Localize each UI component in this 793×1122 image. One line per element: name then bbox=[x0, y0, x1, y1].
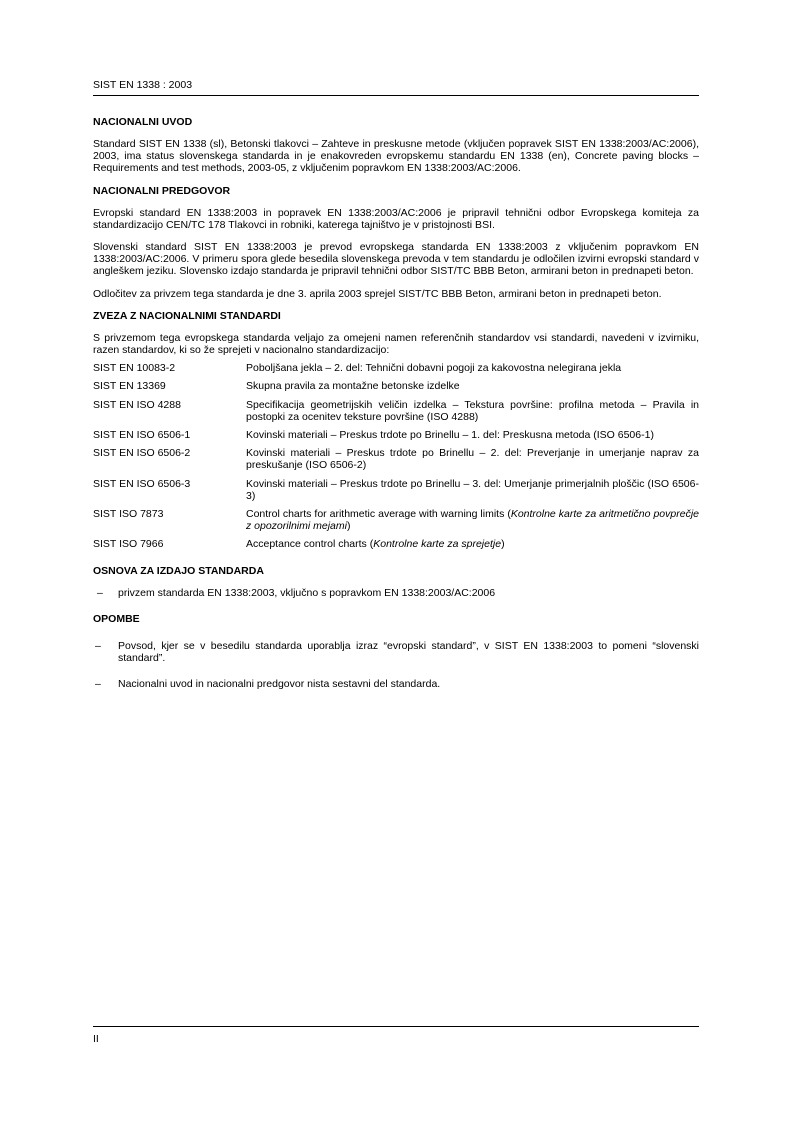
paragraph-predgovor-2: Slovenski standard SIST EN 1338:2003 je prevod evropskega standarda EN 1338:2003 z vključenim popravkom EN 1338:2003/AC:2006. V primeru spora glede besedila slovenskega prevoda v tem standardu je odločilen izvirni evropski standard v angleškem jeziku. Slovensko izdajo standarda je pripravil tehnični odbor SIST/TC BBB Beton, armirani beton in prednapeti beton. bbox=[93, 241, 699, 278]
standard-code: SIST EN ISO 6506-2 bbox=[93, 447, 191, 460]
standard-code: SIST ISO 7966 bbox=[93, 538, 164, 551]
standard-code: SIST EN 13369 bbox=[93, 380, 166, 393]
standard-title: Acceptance control charts (Kontrolne karte za sprejetje) bbox=[246, 538, 505, 551]
footer-divider bbox=[93, 1026, 699, 1027]
standard-code: SIST EN ISO 6506-1 bbox=[93, 429, 191, 442]
standard-code: SIST EN 10083-2 bbox=[93, 362, 176, 375]
table-row bbox=[93, 362, 699, 380]
heading-osnova: OSNOVA ZA IZDAJO STANDARDA bbox=[93, 564, 264, 577]
heading-zveza: ZVEZA Z NACIONALNIMI STANDARDI bbox=[93, 309, 281, 322]
table-row bbox=[93, 478, 699, 508]
paragraph-predgovor-1: Evropski standard EN 1338:2003 in popravek EN 1338:2003/AC:2006 je pripravil tehnični odbor Evropskega komiteja za standardizacijo CEN/TC 178 Tlakovci in robniki, katerega tajništvo je v pristojnosti BSI. bbox=[93, 206, 699, 231]
list-item-text: Povsod, kjer se v besedilu standarda uporablja izraz “evropski standard”, v SIST EN 1338:2003 to pomeni “slovenski standard”. bbox=[118, 639, 699, 665]
table-row bbox=[93, 399, 699, 429]
header-divider bbox=[93, 95, 699, 96]
table-row bbox=[93, 508, 699, 538]
standard-title: Poboljšana jekla – 2. del: Tehnični dobavni pogoji za kakovostna nelegirana jekla bbox=[246, 362, 622, 375]
paragraph-predgovor-3: Odločitev za privzem tega standarda je dne 3. aprila 2003 sprejel SIST/TC BBB Beton, armirani beton in prednapeti beton. bbox=[93, 287, 662, 300]
standard-title: Kovinski materiali – Preskus trdote po Brinellu – 2. del: Preverjanje in umerjanje naprav za preskušanje (ISO 6506-2) bbox=[246, 447, 699, 472]
table-row bbox=[93, 447, 699, 477]
dash-bullet: – bbox=[95, 639, 101, 652]
table-row bbox=[93, 538, 699, 556]
dash-bullet: – bbox=[97, 586, 103, 599]
standard-title: Specifikacija geometrijskih veličin izdelka – Tekstura površine: profilna metoda – Pravila in postopki za ocenitev teksture površine (ISO 4288) bbox=[246, 398, 699, 423]
standard-title: Control charts for arithmetic average with warning limits (Kontrolne karte za aritmetično povprečje z opozorilnimi mejami) bbox=[246, 508, 699, 533]
table-row bbox=[93, 429, 699, 447]
page-number: II bbox=[93, 1033, 99, 1045]
list-item bbox=[93, 587, 699, 599]
list-item bbox=[93, 678, 699, 690]
reference-standards-table bbox=[93, 362, 699, 556]
heading-opombe: OPOMBE bbox=[93, 612, 140, 625]
standard-code: SIST EN ISO 6506-3 bbox=[93, 477, 191, 490]
paragraph-zveza-intro: S privzemom tega evropskega standarda veljajo za omejeni namen referenčnih standardov vsi standardi, navedeni v izvirniku, razen standardov, ki so že sprejeti v nacionalno standardizacijo: bbox=[93, 331, 699, 357]
standard-code: SIST EN ISO 4288 bbox=[93, 398, 181, 411]
standard-title: Kovinski materiali – Preskus trdote po Brinellu – 1. del: Preskusna metoda (ISO 6506-1) bbox=[246, 429, 654, 442]
dash-bullet: – bbox=[95, 678, 101, 691]
heading-nacionalni-uvod: NACIONALNI UVOD bbox=[93, 116, 193, 128]
standard-code: SIST ISO 7873 bbox=[93, 508, 164, 521]
list-item bbox=[93, 640, 699, 664]
standard-title: Skupna pravila za montažne betonske izdelke bbox=[246, 380, 460, 393]
table-row bbox=[93, 380, 699, 398]
list-item-text: privzem standarda EN 1338:2003, vključno s popravkom EN 1338:2003/AC:2006 bbox=[118, 586, 496, 599]
heading-nacionalni-predgovor: NACIONALNI PREDGOVOR bbox=[93, 184, 231, 197]
list-item-text: Nacionalni uvod in nacionalni predgovor nista sestavni del standarda. bbox=[118, 678, 441, 691]
paragraph-uvod: Standard SIST EN 1338 (sl), Betonski tlakovci – Zahteve in preskusne metode (vključen popravek SIST EN 1338:2003/AC:2006), 2003, ima status slovenskega standarda in je enakovreden evropskemu standardu EN 1338 (en), Concrete paving blocks – Requirements and test methods, 2003-05, z vključenim popravkom EN 1338:2003/AC:2006. bbox=[93, 138, 699, 175]
document-header-id: SIST EN 1338 : 2003 bbox=[93, 79, 193, 91]
document-body bbox=[93, 108, 699, 702]
standard-title: Kovinski materiali – Preskus trdote po Brinellu – 3. del: Umerjanje primerjalnih ploščic (ISO 6506-3) bbox=[246, 477, 699, 502]
